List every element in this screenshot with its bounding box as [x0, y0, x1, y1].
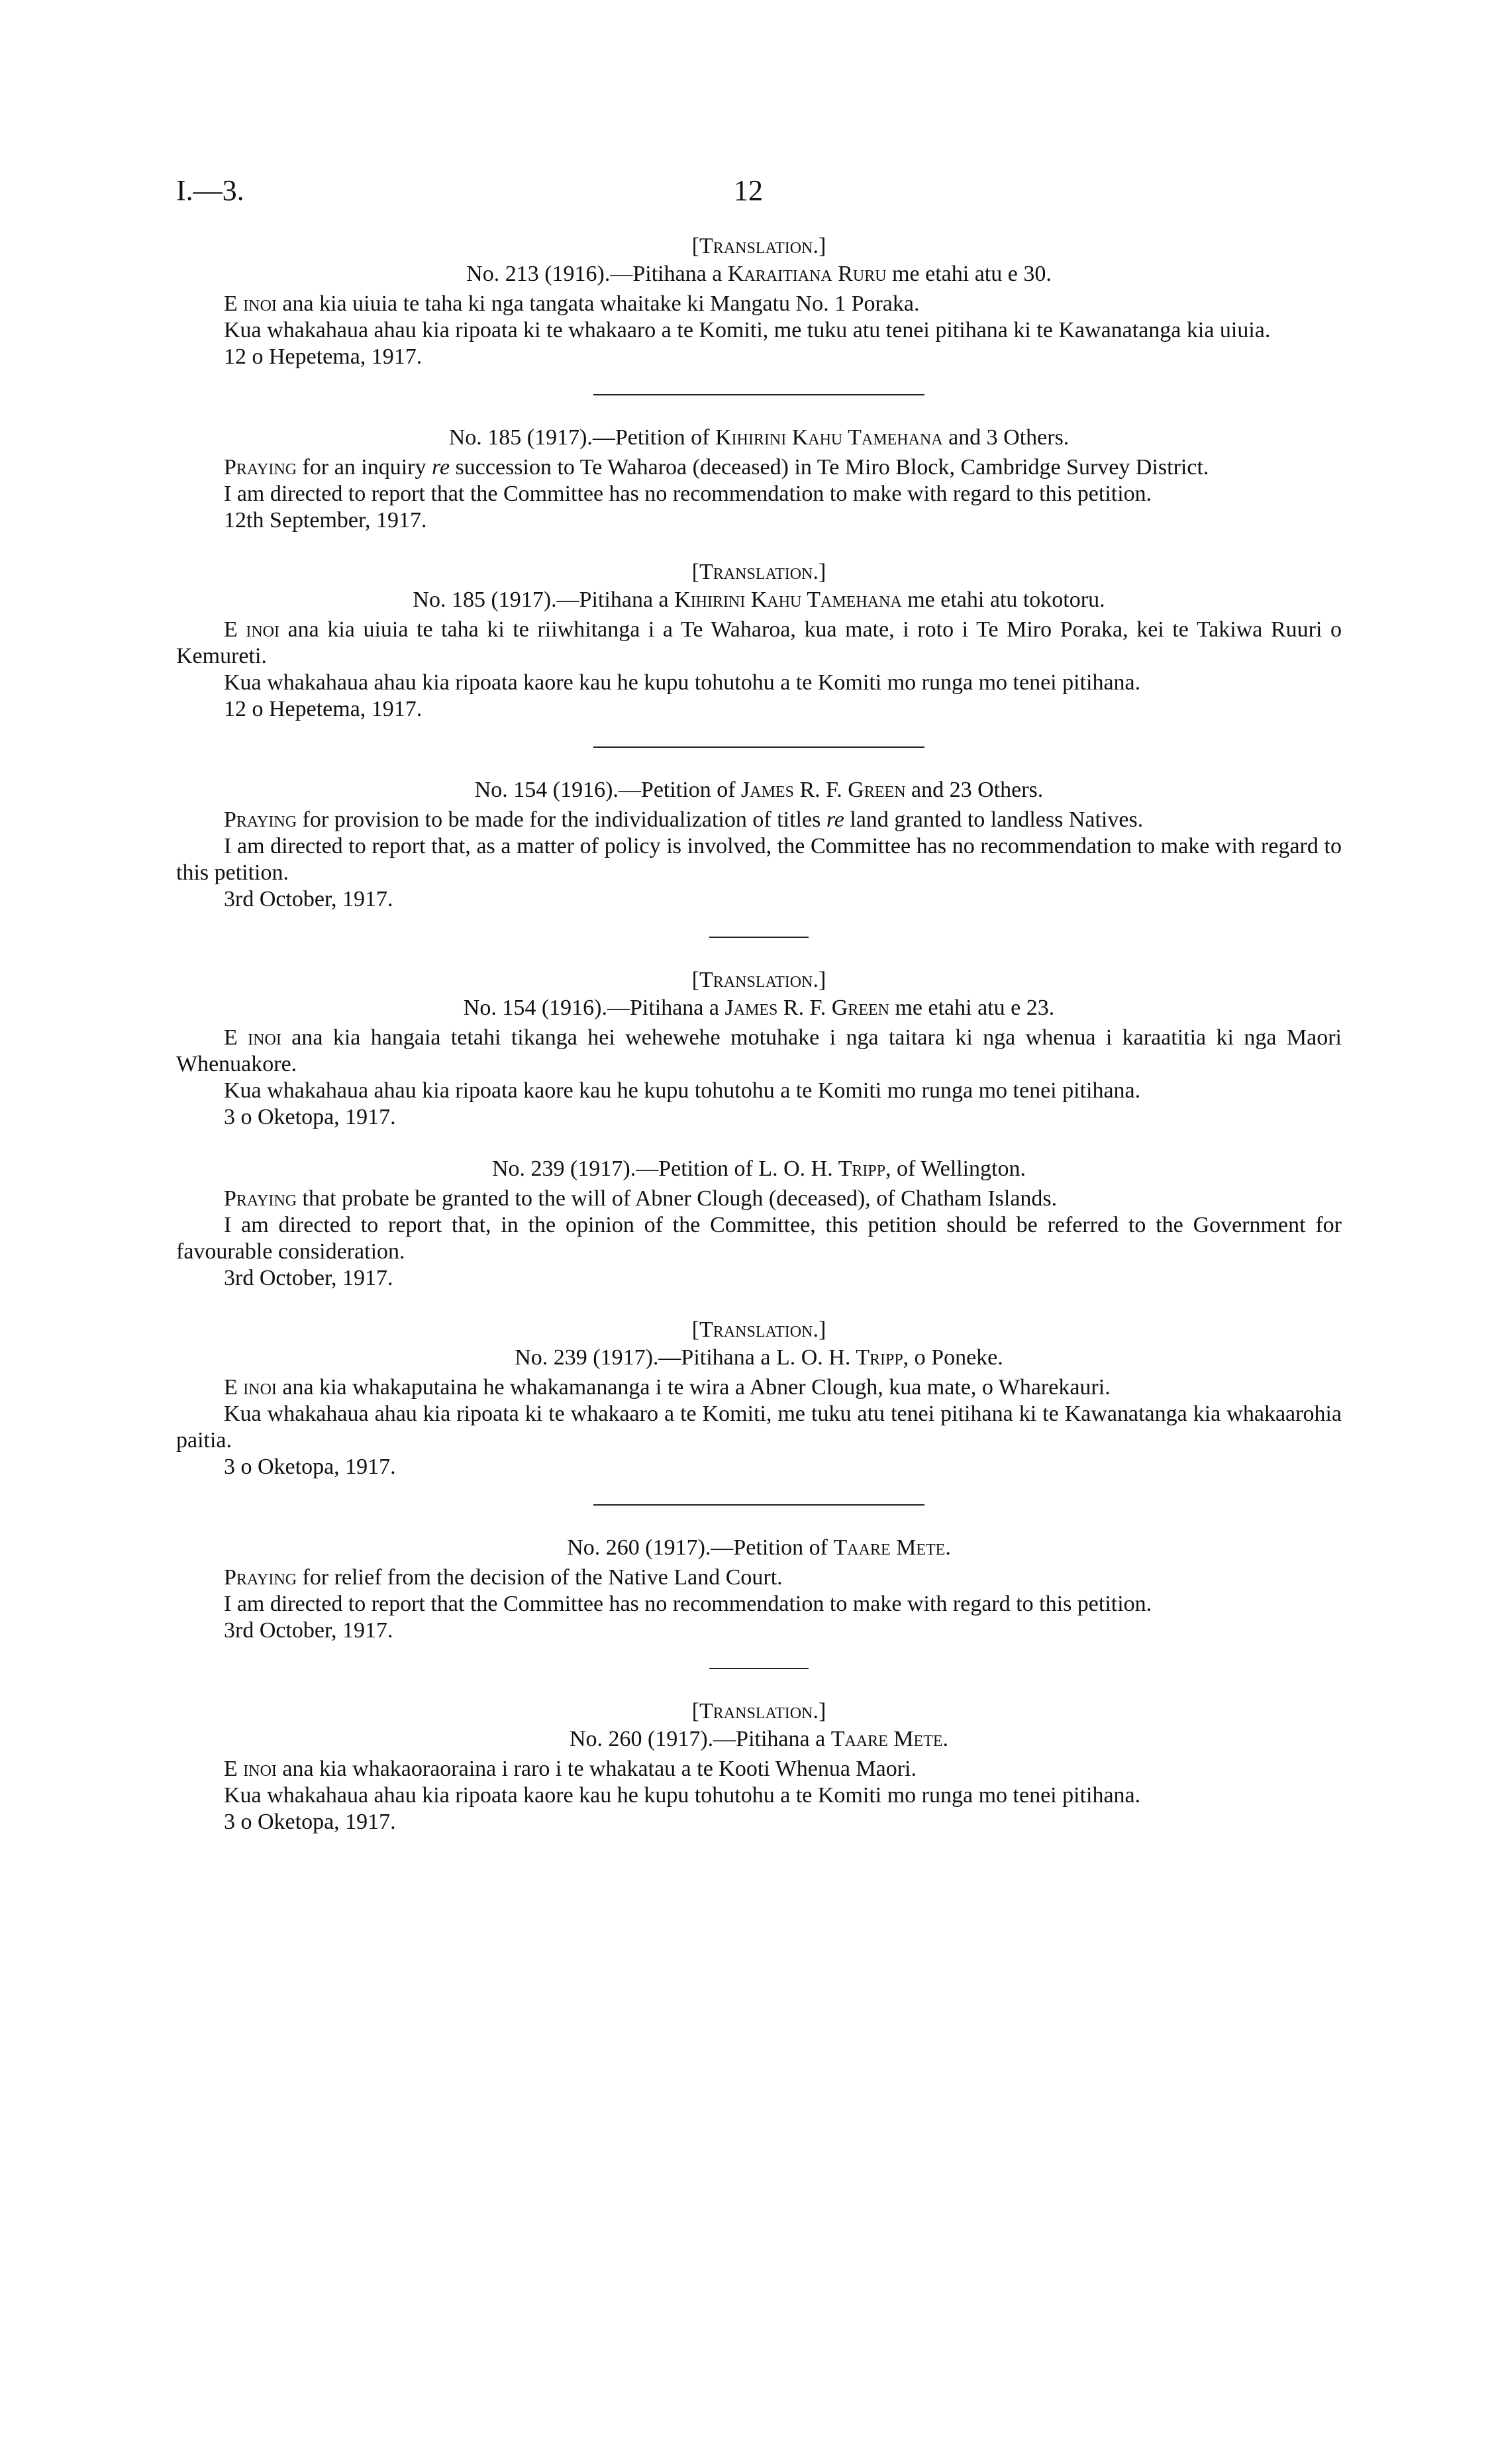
petition-prayer	[176, 617, 1342, 670]
prayer-lead: Praying	[224, 455, 297, 480]
prayer-text: ana kia hangaia tetahi tikanga hei wehewehe motuhake i nga taitara ki nga whenua i karaatitia ki nga Maori Whenuakore.	[176, 1025, 1342, 1076]
petition-heading	[176, 261, 1342, 287]
report-date: 3 o Oketopa, 1917.	[224, 1455, 396, 1479]
petition-heading	[176, 1345, 1342, 1371]
heading-suffix: me etahi atu tokotoru.	[901, 588, 1105, 612]
committee-report: Kua whakahaua ahau kia ripoata ki te whakaaro a te Komiti, me tuku atu tenei pitihana ki te Kawanatanga kia whakaarohia paitia.	[176, 1402, 1342, 1453]
petitioner-name: L. O. H. Tripp	[775, 1345, 903, 1370]
committee-report: I am directed to report that, in the opinion of the Committee, this petition should be referred to the Government for favourable consideration.	[176, 1213, 1342, 1264]
prayer-lead: E inoi	[224, 1375, 277, 1400]
committee-report: Kua whakahaua ahau kia ripoata kaore kau he kupu tohutohu a te Komiti mo runga mo tenei pitihana.	[224, 1078, 1141, 1103]
petitioner-name: Taare Mete	[833, 1535, 946, 1560]
committee-report: I am directed to report that the Committee has no recommendation to make with regard to this petition.	[224, 1592, 1152, 1616]
petitioner-name: James R. F. Green	[741, 778, 906, 802]
prayer-text: for provision to be made for the individualization of titles	[297, 807, 826, 832]
section-divider	[709, 937, 809, 938]
translation-label: [Translation.]	[691, 1317, 826, 1342]
heading-number: No. 185 (1917).—Pitihana a	[413, 588, 675, 612]
report-date: 12th September, 1917.	[224, 508, 427, 533]
prayer-text: ana kia uiuia te taha ki nga tangata whaitake ki Mangatu No. 1 Poraka.	[276, 291, 920, 316]
report-date: 3rd October, 1917.	[224, 1266, 393, 1290]
petitioner-name: James R. F. Green	[724, 996, 889, 1020]
prayer-lead: Praying	[224, 807, 297, 832]
petition-entry-154	[176, 777, 1342, 913]
heading-number: No. 213 (1916).—Pitihana a	[466, 262, 728, 286]
prayer-lead: E inoi	[224, 1757, 277, 1781]
prayer-text: ana kia whakaoraoraina i raro i te whakatau a te Kooti Whenua Maori.	[276, 1757, 917, 1781]
petitioner-name: Kihirini Kahu Tamehana	[674, 588, 902, 612]
petition-prayer	[176, 1565, 1342, 1591]
report-date: 12 o Hepetema, 1917.	[224, 344, 423, 369]
heading-suffix: and 23 Others.	[905, 778, 1044, 802]
section-divider	[593, 1504, 924, 1506]
heading-suffix: me etahi atu e 30.	[886, 262, 1052, 286]
prayer-text: ana kia whakaputaina he whakamananga i te wira a Abner Clough, kua mate, o Wharekauri.	[276, 1375, 1111, 1400]
petition-prayer	[176, 454, 1342, 481]
committee-report: I am directed to report that, as a matter of policy is involved, the Committee has no recommendation to make with regard to this petition.	[176, 834, 1342, 885]
report-date: 12 o Hepetema, 1917.	[224, 697, 423, 721]
petition-heading	[176, 995, 1342, 1021]
committee-report: I am directed to report that the Committee has no recommendation to make with regard to this petition.	[224, 482, 1152, 506]
heading-suffix: .	[942, 1727, 949, 1751]
page-content	[176, 233, 1342, 1835]
prayer-lead: Praying	[224, 1565, 297, 1590]
translation-label: [Translation.]	[691, 968, 826, 992]
petitioner-name: L. O. H. Tripp	[758, 1156, 886, 1181]
petitioner-name: Taare Mete	[830, 1727, 943, 1751]
petition-entry-213-translation	[176, 233, 1342, 370]
petition-prayer	[176, 807, 1342, 833]
petition-prayer	[176, 1374, 1342, 1401]
prayer-text: for relief from the decision of the Native Land Court.	[297, 1565, 783, 1590]
petition-heading	[176, 1535, 1342, 1561]
heading-number: No. 185 (1917).—Petition of	[448, 425, 715, 450]
prayer-italic: re	[432, 455, 450, 480]
committee-report: Kua whakahaua ahau kia ripoata ki te whakaaro a te Komiti, me tuku atu tenei pitihana ki te Kawanatanga kia uiuia.	[224, 318, 1271, 342]
petition-prayer	[176, 1186, 1342, 1212]
petition-heading	[176, 1726, 1342, 1753]
heading-suffix: me etahi atu e 23.	[889, 996, 1055, 1020]
section-divider	[709, 1668, 809, 1669]
petition-prayer	[176, 291, 1342, 317]
petition-prayer	[176, 1025, 1342, 1078]
petition-heading	[176, 1156, 1342, 1182]
report-date: 3 o Oketopa, 1917.	[224, 1810, 396, 1834]
petitioner-name: Kihirini Kahu Tamehana	[715, 425, 943, 450]
heading-number: No. 154 (1916).—Pitihana a	[463, 996, 725, 1020]
prayer-italic: re	[826, 807, 844, 832]
prayer-lead: E inoi	[224, 291, 277, 316]
heading-number: No. 260 (1917).—Pitihana a	[569, 1727, 831, 1751]
committee-report: Kua whakahaua ahau kia ripoata kaore kau he kupu tohutohu a te Komiti mo runga mo tenei pitihana.	[224, 670, 1141, 695]
petition-entry-239-translation	[176, 1317, 1342, 1480]
petition-entry-260	[176, 1535, 1342, 1644]
petition-heading	[176, 425, 1342, 451]
petition-heading	[176, 777, 1342, 803]
prayer-lead: E inoi	[224, 1025, 281, 1050]
heading-number: No. 239 (1917).—Pitihana a	[515, 1345, 776, 1370]
heading-number: No. 154 (1916).—Petition of	[474, 778, 742, 802]
heading-suffix: , of Wellington.	[885, 1156, 1026, 1181]
petition-entry-185-translation	[176, 559, 1342, 723]
section-divider	[593, 394, 924, 395]
page-number: 12	[734, 174, 763, 207]
petition-entry-154-translation	[176, 967, 1342, 1131]
heading-number: No. 260 (1917).—Petition of	[567, 1535, 834, 1560]
translation-label: [Translation.]	[691, 560, 826, 584]
heading-suffix: .	[945, 1535, 951, 1560]
heading-suffix: and 3 Others.	[942, 425, 1070, 450]
prayer-text-cont: land granted to landless Natives.	[844, 807, 1144, 832]
section-divider	[593, 746, 924, 748]
prayer-text-cont: succession to Te Waharoa (deceased) in Te Miro Block, Cambridge Survey District.	[450, 455, 1209, 480]
petition-heading	[176, 587, 1342, 613]
translation-label: [Translation.]	[691, 1699, 826, 1723]
petition-entry-185	[176, 425, 1342, 534]
prayer-lead: E inoi	[224, 617, 279, 642]
committee-report: Kua whakahaua ahau kia ripoata kaore kau he kupu tohutohu a te Komiti mo runga mo tenei pitihana.	[224, 1783, 1141, 1808]
prayer-lead: Praying	[224, 1186, 297, 1211]
page-identifier: I.—3.	[176, 174, 244, 207]
report-date: 3 o Oketopa, 1917.	[224, 1105, 396, 1129]
prayer-text: that probate be granted to the will of Abner Clough (deceased), of Chatham Islands.	[297, 1186, 1058, 1211]
petition-prayer	[176, 1756, 1342, 1782]
petitioner-name: Karaitiana Ruru	[727, 262, 887, 286]
report-date: 3rd October, 1917.	[224, 887, 393, 911]
petition-entry-239	[176, 1156, 1342, 1292]
heading-number: No. 239 (1917).—Petition of	[492, 1156, 759, 1181]
heading-suffix: , o Poneke.	[903, 1345, 1003, 1370]
prayer-text: for an inquiry	[297, 455, 432, 480]
translation-label: [Translation.]	[691, 234, 826, 258]
petition-entry-260-translation	[176, 1698, 1342, 1835]
prayer-text: ana kia uiuia te taha ki te riiwhitanga i a Te Waharoa, kua mate, i roto i Te Miro Poraka, kei te Takiwa Ruuri o Kemureti.	[176, 617, 1342, 668]
report-date: 3rd October, 1917.	[224, 1618, 393, 1643]
